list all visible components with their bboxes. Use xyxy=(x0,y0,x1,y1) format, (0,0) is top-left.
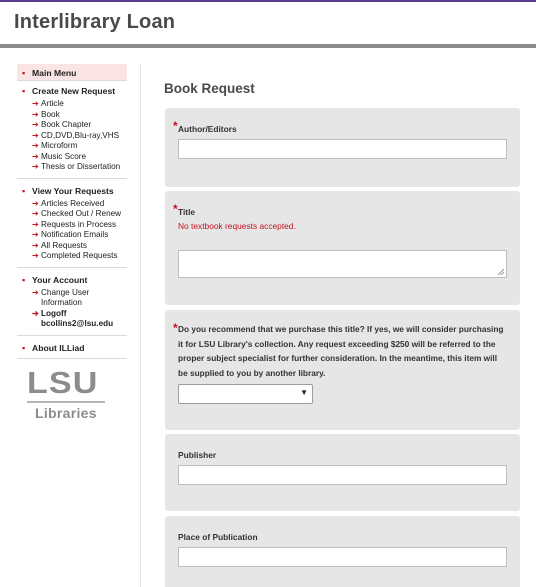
publisher-label: Publisher xyxy=(178,450,217,460)
arrow-icon: ➔ xyxy=(32,308,39,318)
your-account-label: Your Account xyxy=(32,274,88,285)
view-your-requests-heading[interactable] xyxy=(17,185,127,197)
item-label: Change User Information xyxy=(41,287,90,307)
create-request-list xyxy=(17,99,127,173)
chevron-down-icon: ▼ xyxy=(300,388,308,397)
publisher-panel xyxy=(165,434,520,511)
logo-rule xyxy=(27,401,105,403)
arrow-icon: ➔ xyxy=(32,151,39,161)
author-label: Author/Editors xyxy=(178,124,237,134)
arrow-icon: ➔ xyxy=(32,287,39,297)
sidebar-item-all-requests[interactable] xyxy=(17,241,127,252)
purchase-question: Do you recommend that we purchase this title? If yes, we will consider purchasing it for LSU Library's collection. Any request exceeding $250 will be referred to the proper subject specialist for further consideration. In the meantime, this item will be supplied to you by another library. xyxy=(178,324,504,378)
item-label: Article xyxy=(41,99,64,108)
item-label: Music Score xyxy=(41,151,87,161)
lsu-libraries-logo xyxy=(27,365,109,421)
sidebar-item-article[interactable] xyxy=(17,99,127,110)
purchase-select[interactable] xyxy=(178,384,313,404)
item-label: Book Chapter xyxy=(41,120,92,129)
main-menu-label: Main Menu xyxy=(32,68,77,78)
place-label: Place of Publication xyxy=(178,532,258,542)
bullet-icon: ▪ xyxy=(22,274,26,285)
arrow-icon: ➔ xyxy=(32,198,39,208)
title-panel xyxy=(165,191,520,305)
arrow-icon: ➔ xyxy=(32,130,39,140)
item-label: Checked Out / Renew xyxy=(41,209,122,218)
title-textarea[interactable] xyxy=(178,250,507,278)
place-panel xyxy=(165,516,520,587)
item-label: Microform xyxy=(41,141,78,150)
sidebar-item-requests-in-process[interactable] xyxy=(17,220,127,231)
bullet-icon: ▪ xyxy=(22,86,26,96)
required-star: * xyxy=(173,202,178,216)
logo-subtext: Libraries xyxy=(35,405,97,421)
arrow-icon: ➔ xyxy=(32,251,39,260)
item-label: Completed Requests xyxy=(41,251,118,260)
arrow-icon: ➔ xyxy=(32,109,39,119)
arrow-icon: ➔ xyxy=(32,230,39,239)
purchase-panel xyxy=(165,310,520,430)
item-label: CD,DVD,Blu-ray,VHS xyxy=(41,130,120,140)
main-menu-link[interactable] xyxy=(17,67,127,79)
item-label: Requests in Process xyxy=(41,219,117,229)
about-illiad-link[interactable] xyxy=(17,342,127,354)
view-requests-list xyxy=(17,199,127,262)
account-list xyxy=(17,288,127,330)
sidebar-item-microform[interactable] xyxy=(17,141,127,152)
bullet-icon: ▪ xyxy=(22,68,26,78)
create-new-request-label: Create New Request xyxy=(32,86,116,96)
sidebar-item-change-user-info[interactable] xyxy=(17,288,127,309)
sidebar-item-cd-dvd[interactable] xyxy=(17,131,127,142)
arrow-icon: ➔ xyxy=(32,209,39,218)
view-your-requests-label: View Your Requests xyxy=(32,185,114,196)
place-input[interactable] xyxy=(178,547,507,567)
author-input[interactable] xyxy=(178,139,507,159)
sidebar-item-checked-out[interactable] xyxy=(17,209,127,220)
sidebar-item-music-score[interactable] xyxy=(17,152,127,163)
sidebar-account-section xyxy=(17,268,127,336)
sidebar-item-book[interactable] xyxy=(17,110,127,121)
item-label: All Requests xyxy=(41,240,87,250)
bullet-icon: ▪ xyxy=(22,185,26,196)
sidebar-item-completed-requests[interactable] xyxy=(17,251,127,262)
item-label: Book xyxy=(41,109,60,119)
app-title: Interlibrary Loan xyxy=(14,11,176,33)
bullet-icon: ▪ xyxy=(22,342,26,353)
arrow-icon: ➔ xyxy=(32,219,39,229)
your-account-heading[interactable] xyxy=(17,274,127,286)
sidebar-item-logoff[interactable] xyxy=(17,309,127,330)
sidebar-item-book-chapter[interactable] xyxy=(17,120,127,131)
header-divider xyxy=(0,44,536,48)
item-label: Logoff bcollins2@lsu.edu xyxy=(41,308,114,328)
publisher-input[interactable] xyxy=(178,465,507,485)
title-note: No textbook requests accepted. xyxy=(178,221,296,231)
sidebar-create-section xyxy=(17,85,127,179)
sidebar xyxy=(17,64,127,359)
sidebar-about-section xyxy=(17,336,127,359)
item-label: Notification Emails xyxy=(41,230,109,239)
required-star: * xyxy=(173,119,178,133)
header xyxy=(0,2,536,44)
item-label: Articles Received xyxy=(41,198,105,208)
arrow-icon: ➔ xyxy=(32,240,39,250)
sidebar-divider xyxy=(140,64,141,587)
logo-text: LSU xyxy=(27,365,99,400)
author-panel xyxy=(165,108,520,187)
sidebar-item-thesis[interactable] xyxy=(17,162,127,173)
page-title: Book Request xyxy=(164,81,255,96)
sidebar-main-menu[interactable] xyxy=(17,64,127,81)
sidebar-view-section xyxy=(17,179,127,268)
create-new-request-heading[interactable] xyxy=(17,85,127,97)
sidebar-item-notification-emails[interactable] xyxy=(17,230,127,241)
title-label: Title xyxy=(178,207,196,217)
arrow-icon: ➔ xyxy=(32,120,39,129)
arrow-icon: ➔ xyxy=(32,141,39,150)
item-label: Thesis or Dissertation xyxy=(41,162,121,171)
required-star: * xyxy=(173,321,178,335)
resize-grip-icon[interactable] xyxy=(498,269,504,275)
sidebar-item-articles-received[interactable] xyxy=(17,199,127,210)
about-illiad-label: About ILLiad xyxy=(32,342,85,353)
arrow-icon: ➔ xyxy=(32,162,39,171)
arrow-icon: ➔ xyxy=(32,99,39,108)
